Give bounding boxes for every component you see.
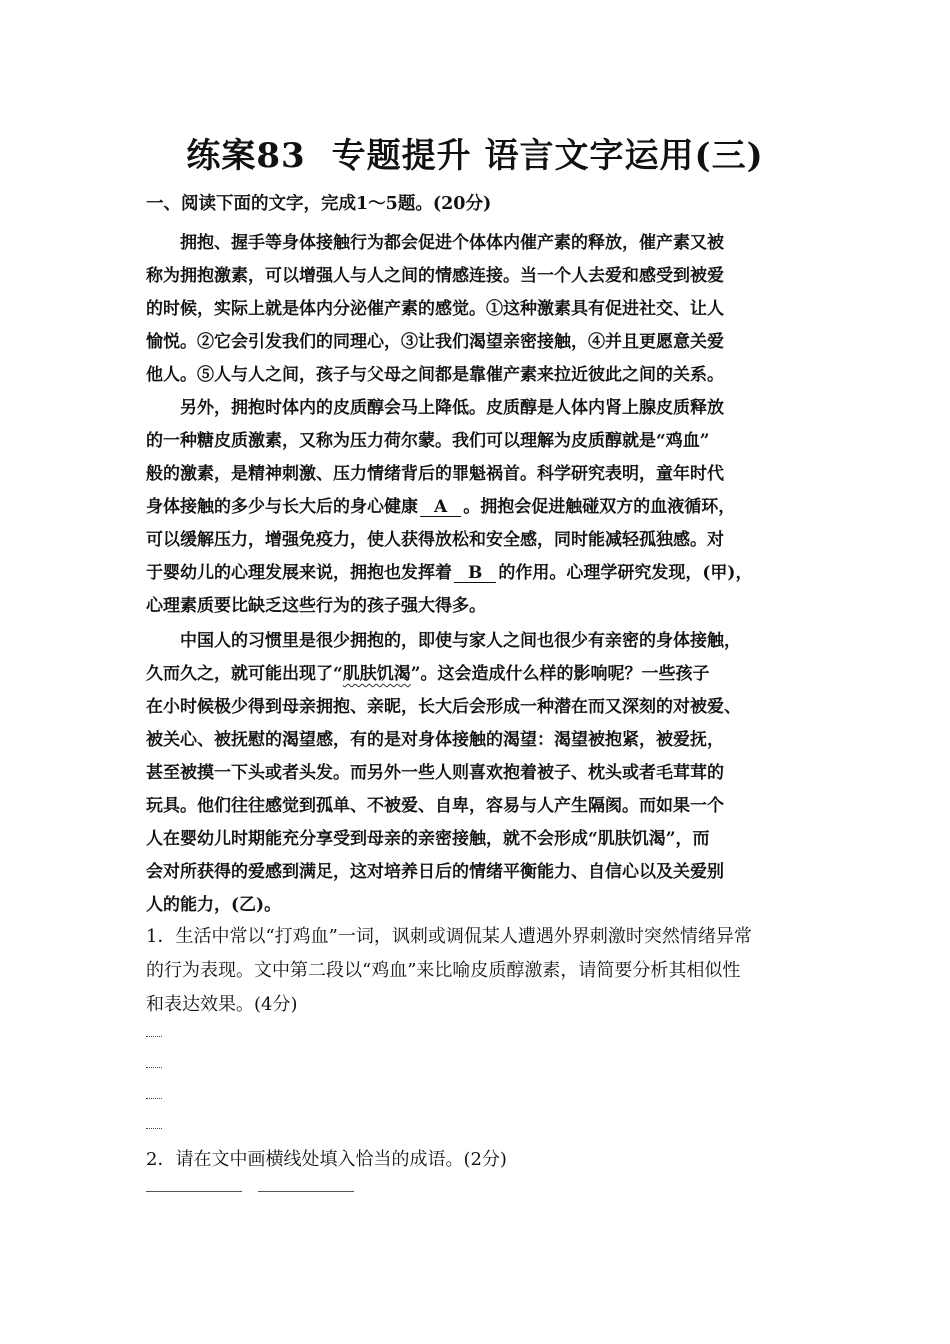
passage-line xyxy=(146,558,752,583)
passage-line: 拥抱、握手等身体接触行为都会促进个体体内催产素的释放，催产素又被 xyxy=(180,233,724,253)
passage-text: 于婴幼儿的心理发展来说，拥抱也发挥着 xyxy=(146,563,452,583)
answer-blank-b[interactable] xyxy=(258,1191,354,1192)
passage-line: 的时候，实际上就是体内分泌催产素的感觉。①这种激素具有促进社交、让人 xyxy=(146,299,724,319)
passage-line: 他人。⑤人与人之间，孩子与父母之间都是靠催产素来拉近彼此之间的关系。 xyxy=(146,365,724,385)
passage-text: ”。这会造成什么样的影响呢？一些孩子 xyxy=(410,664,710,684)
passage-text: 身体接触的多少与长大后的身心健康 xyxy=(146,497,418,517)
passage-text: 。拥抱会促进触碰双方的血液循环， xyxy=(463,497,736,517)
passage-line: 会对所获得的爱感到满足，这对培养日后的情绪平衡能力、自信心以及关爱别 xyxy=(146,862,724,882)
answer-line[interactable] xyxy=(146,1128,162,1129)
underlined-term: 肌肤饥渴 xyxy=(342,664,411,684)
passage-line: 玩具。他们往往感觉到孤单、不被爱、自卑，容易与人产生隔阂。而如果一个 xyxy=(146,796,724,816)
answer-line[interactable] xyxy=(146,1098,162,1099)
passage-line: 被关心、被抚慰的渴望感，有的是对身体接触的渴望：渴望被抱紧，被爱抚， xyxy=(146,730,724,750)
passage-line: 可以缓解压力，增强免疫力，使人获得放松和安全感，同时能减轻孤独感。对 xyxy=(146,530,724,550)
question-1-line: 和表达效果。(4分) xyxy=(146,994,298,1015)
question-1-line: 的行为表现。文中第二段以“鸡血”来比喻皮质醇激素，请简要分析其相似性 xyxy=(146,960,741,981)
passage-line: 心理素质要比缺乏这些行为的孩子强大得多。 xyxy=(146,596,486,616)
passage-line: 人的能力，(乙)。 xyxy=(146,895,282,915)
passage-line: 另外，拥抱时体内的皮质醇会马上降低。皮质醇是人体内肾上腺皮质释放 xyxy=(180,398,724,418)
passage-line: 在小时候极少得到母亲拥抱、亲昵，长大后会形成一种潜在而又深刻的对被爱、 xyxy=(146,697,741,717)
blank-b: B xyxy=(454,564,496,583)
question-2: 2．请在文中画横线处填入恰当的成语。(2分) xyxy=(146,1149,507,1170)
passage-text: 久而久之，就可能出现了“ xyxy=(146,664,343,684)
passage-text: 的作用。心理学研究发现，(甲)， xyxy=(498,563,753,583)
blank-a: A xyxy=(420,498,461,517)
passage-line: 人在婴幼儿时期能充分享受到母亲的亲密接触，就不会形成“肌肤饥渴”，而 xyxy=(146,829,710,849)
title-number: 练案83 xyxy=(186,136,306,176)
passage-line: 愉悦。②它会引发我们的同理心，③让我们渴望亲密接触，④并且更愿意关爱 xyxy=(146,332,724,352)
question-1-line: 1．生活中常以“打鸡血”一词，讽刺或调侃某人遭遇外界刺激时突然情绪异常 xyxy=(146,926,752,947)
page-title xyxy=(0,128,950,177)
passage-line: 的一种糖皮质激素，又称为压力荷尔蒙。我们可以理解为皮质醇就是“鸡血” xyxy=(146,431,710,451)
title-topic: 专题提升 语言文字运用(三) xyxy=(331,136,764,176)
answer-line[interactable] xyxy=(146,1067,162,1068)
answer-line[interactable] xyxy=(146,1036,162,1037)
answer-blank-a[interactable] xyxy=(146,1191,242,1192)
passage-line: 中国人的习惯里是很少拥抱的，即使与家人之间也很少有亲密的身体接触， xyxy=(180,631,741,651)
passage-line: 称为拥抱激素，可以增强人与人之间的情感连接。当一个人去爱和感受到被爱 xyxy=(146,266,724,286)
section-heading: 一、阅读下面的文字，完成1～5题。(20分) xyxy=(146,194,492,214)
passage-line: 般的激素，是精神刺激、压力情绪背后的罪魁祸首。科学研究表明，童年时代 xyxy=(146,464,724,484)
passage-line xyxy=(146,492,735,517)
passage-line xyxy=(146,659,710,684)
passage-line: 甚至被摸一下头或者头发。而另外一些人则喜欢抱着被子、枕头或者毛茸茸的 xyxy=(146,763,724,783)
